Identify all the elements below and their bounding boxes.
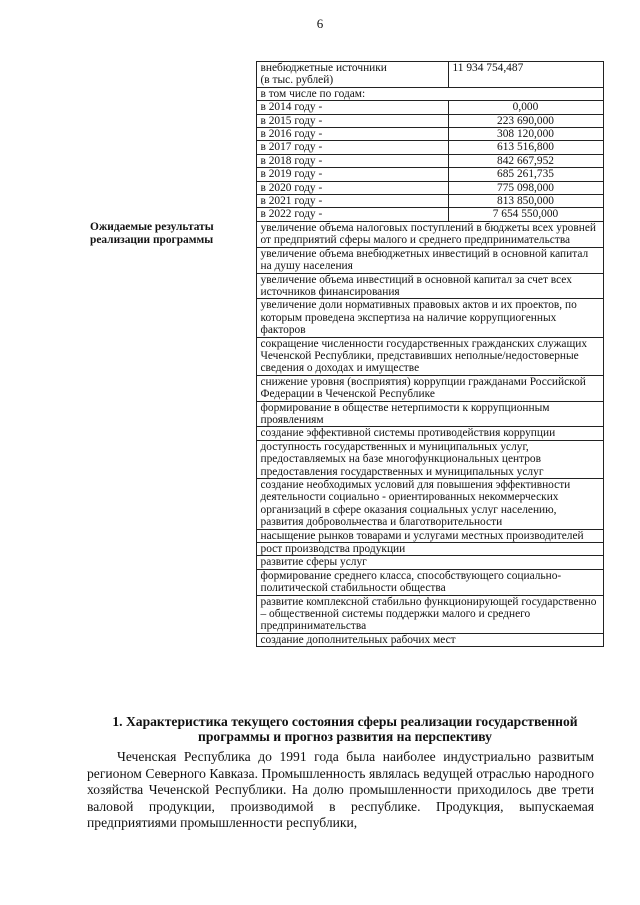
page-number: 6	[316, 16, 324, 31]
funding-source-label: внебюджетные источники (в тыс. рублей)	[256, 62, 448, 88]
result-item: рост производства продукции	[256, 543, 603, 556]
funding-year-amount: 775 098,000	[448, 181, 603, 194]
results-label: Ожидаемые результаты реализации программы	[86, 221, 256, 646]
result-item: сокращение численности государственных гражданских служащих Чеченской Республики, представивших неполные/недостоверные сведения о доходах и имуществе	[256, 337, 603, 375]
result-item: увеличение объема налоговых поступлений в бюджеты всех уровней от предприятий сферы малого и среднего предпринимательства	[256, 221, 603, 247]
result-item: формирование среднего класса, способствующего социально- политической стабильности общества	[256, 569, 603, 595]
funding-year-label: в 2019 году -	[256, 168, 448, 181]
result-item: доступность государственных и муниципальных услуг, предоставляемых на базе многофункциональных центров предоставления государственных и муниципальных услуг	[256, 440, 603, 478]
funding-year-amount: 7 654 550,000	[448, 208, 603, 221]
result-item: развитие сферы услуг	[256, 556, 603, 569]
result-item: увеличение объема инвестиций в основной капитал за счет всех источников финансирования	[256, 273, 603, 299]
funding-label-cell	[86, 62, 256, 222]
result-item: развитие комплексной стабильно функционирующей государственно – общественной системы поддержки малого и среднего предпринимательства	[256, 595, 603, 633]
result-item: увеличение объема внебюджетных инвестиций в основной капитал на душу населения	[256, 247, 603, 273]
section-paragraph: Чеченская Республика до 1991 года была наиболее индустриально развитым регионом Северного Кавказа. Промышленность являлась ведущей отраслью народного хозяйства Чеченской Республики. На долю промышленности приходилось две трети валовой продукции, производимой в республике. Продукция, выпускаемая предприятиями промышленности республики,	[87, 749, 594, 831]
funding-year-amount: 223 690,000	[448, 114, 603, 127]
funding-source-total: 11 934 754,487	[448, 62, 603, 88]
result-row	[86, 221, 603, 247]
funding-year-label: в 2022 году -	[256, 208, 448, 221]
result-item: создание дополнительных рабочих мест	[256, 633, 603, 646]
result-item: создание необходимых условий для повышения эффективности деятельности социально - ориентированных некоммерческих организаций в сфере оказания социальных услуг населению, развития добровольчества и благотворительности	[256, 479, 603, 530]
funding-year-label: в 2021 году -	[256, 195, 448, 208]
funding-year-amount: 0,000	[448, 101, 603, 114]
section-heading: 1. Характеристика текущего состояния сферы реализации государственной программы и прогноз развития на перспективу	[112, 714, 578, 744]
funding-year-amount: 685 261,735	[448, 168, 603, 181]
result-item: формирование в обществе нетерпимости к коррупционным проявлениям	[256, 401, 603, 427]
funding-year-label: в 2015 году -	[256, 114, 448, 127]
funding-year-amount: 613 516,800	[448, 141, 603, 154]
result-item: создание эффективной системы противодействия коррупции	[256, 427, 603, 440]
result-item: снижение уровня (восприятия) коррупции гражданами Российской Федерации в Чеченской Республике	[256, 375, 603, 401]
funding-year-amount: 842 667,952	[448, 154, 603, 167]
funding-year-label: в 2018 году -	[256, 154, 448, 167]
funding-year-amount: 308 120,000	[448, 128, 603, 141]
program-passport-table	[86, 61, 604, 647]
funding-year-label: в 2016 году -	[256, 128, 448, 141]
funding-year-label: в 2014 году -	[256, 101, 448, 114]
result-item: увеличение доли нормативных правовых актов и их проектов, по которым проведена экспертиза на наличие коррупциогенных факторов	[256, 299, 603, 337]
funding-by-year-label: в том числе по годам:	[256, 87, 603, 100]
funding-source-row	[86, 62, 603, 88]
funding-year-label: в 2020 году -	[256, 181, 448, 194]
result-item: насыщение рынков товарами и услугами местных производителей	[256, 529, 603, 542]
funding-year-label: в 2017 году -	[256, 141, 448, 154]
funding-year-amount: 813 850,000	[448, 195, 603, 208]
